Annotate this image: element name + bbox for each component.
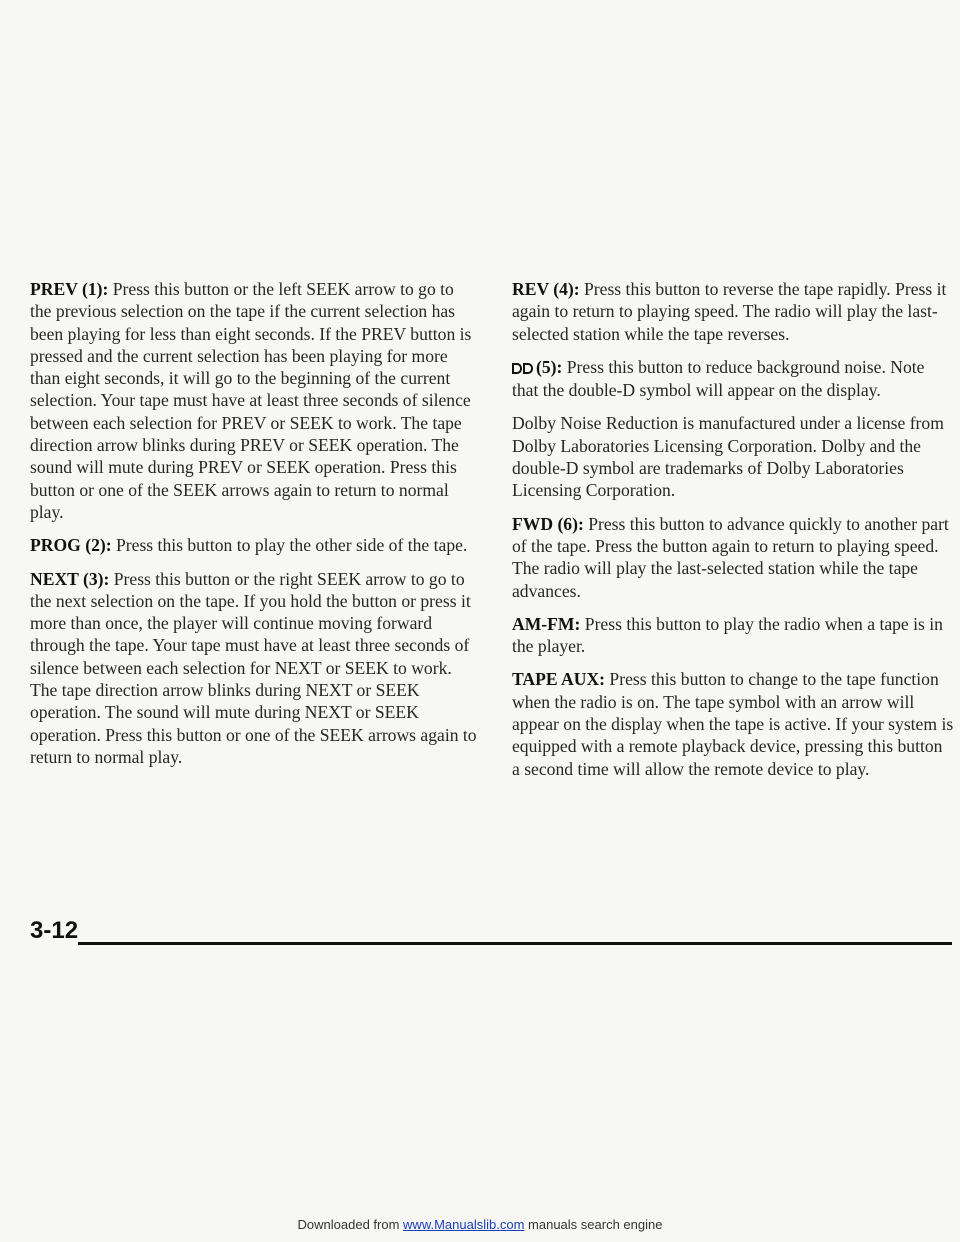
heading-tape-aux: TAPE AUX: — [512, 669, 606, 690]
heading-rev: REV (4): — [512, 279, 580, 299]
text-fwd: Press this button to advance quickly to another part of the tape. Press the button again to return to playing speed. The radio will play the last-selected station while the tape advances. — [512, 513, 949, 601]
text-next: Press this button or the right SEEK arrow to go to the next selection on the tape. If you hold the button or press it more than once, the player will continue moving forward through the tape. Your tape must have at least three seconds of silence between each selection for NEXT or SEEK to work. The tape direction arrow blinks during NEXT or SEEK operation. The sound will mute during NEXT or SEEK operation. Press this button or one of the SEEK arrows again to return to normal play. — [30, 568, 477, 767]
text-dolby-button: Press this button to reduce background noise. Note that the double-D symbol will appear on the display. — [512, 356, 925, 401]
paragraph-prog — [30, 534, 478, 556]
text-rev: Press this button to reverse the tape rapidly. Press it again to return to playing speed. The radio will play the last-selected station while the tape reverses. — [512, 279, 947, 344]
text-dolby-license: Dolby Noise Reduction is manufactured under a license from Dolby Laboratories Licensing Corporation. Dolby and the double-D symbol are trademarks of Dolby Laboratories Licensing Corporation. — [512, 413, 944, 501]
manualslib-link[interactable]: www.Manualslib.com — [403, 1217, 525, 1232]
paragraph-next — [30, 568, 478, 769]
heading-prev: PREV (1): — [30, 279, 109, 299]
paragraph-am-fm — [512, 613, 954, 658]
right-column — [512, 278, 954, 791]
double-d-icon — [512, 357, 534, 379]
paragraph-dolby-license — [512, 412, 954, 501]
heading-dolby-button: (5): — [536, 356, 563, 377]
heading-prog: PROG (2): — [30, 535, 112, 556]
footer-rule — [78, 942, 952, 945]
paragraph-prev — [30, 278, 478, 523]
text-prev: Press this button or the left SEEK arrow to go to the previous selection on the tape if the current selection has been playing for less than eight seconds. If the PREV button is pressed and the current selection has been playing for more than eight seconds, it will go to the beginning of the current selection. Your tape must have at least three seconds of silence between each selection for PREV or SEEK to work. The tape direction arrow blinks during PREV or SEEK operation. The sound will mute during PREV or SEEK operation. Press this button or one of the SEEK arrows again to return to normal play. — [30, 279, 472, 522]
paragraph-tape-aux — [512, 668, 954, 779]
download-footer — [0, 1217, 960, 1232]
heading-next: NEXT (3): — [30, 568, 110, 589]
text-am-fm: Press this button to play the radio when a tape is in the player. — [512, 613, 943, 657]
heading-fwd: FWD (6): — [512, 513, 584, 534]
paragraph-dolby-button — [512, 356, 954, 402]
footer-suffix: manuals search engine — [524, 1217, 663, 1232]
heading-am-fm: AM-FM: — [512, 613, 581, 634]
page-number: 3-12 — [30, 917, 79, 944]
text-tape-aux: Press this button to change to the tape function when the radio is on. The tape symbol with an arrow will appear on the display when the tape is active. If your system is equipped with a remote playback device, pressing this button a second time will allow the remote device to play. — [512, 669, 954, 779]
paragraph-fwd — [512, 513, 954, 602]
text-prog: Press this button to play the other side of the tape. — [111, 535, 468, 556]
paragraph-rev — [512, 278, 954, 345]
left-column — [30, 278, 478, 779]
footer-prefix: Downloaded from — [297, 1217, 404, 1232]
